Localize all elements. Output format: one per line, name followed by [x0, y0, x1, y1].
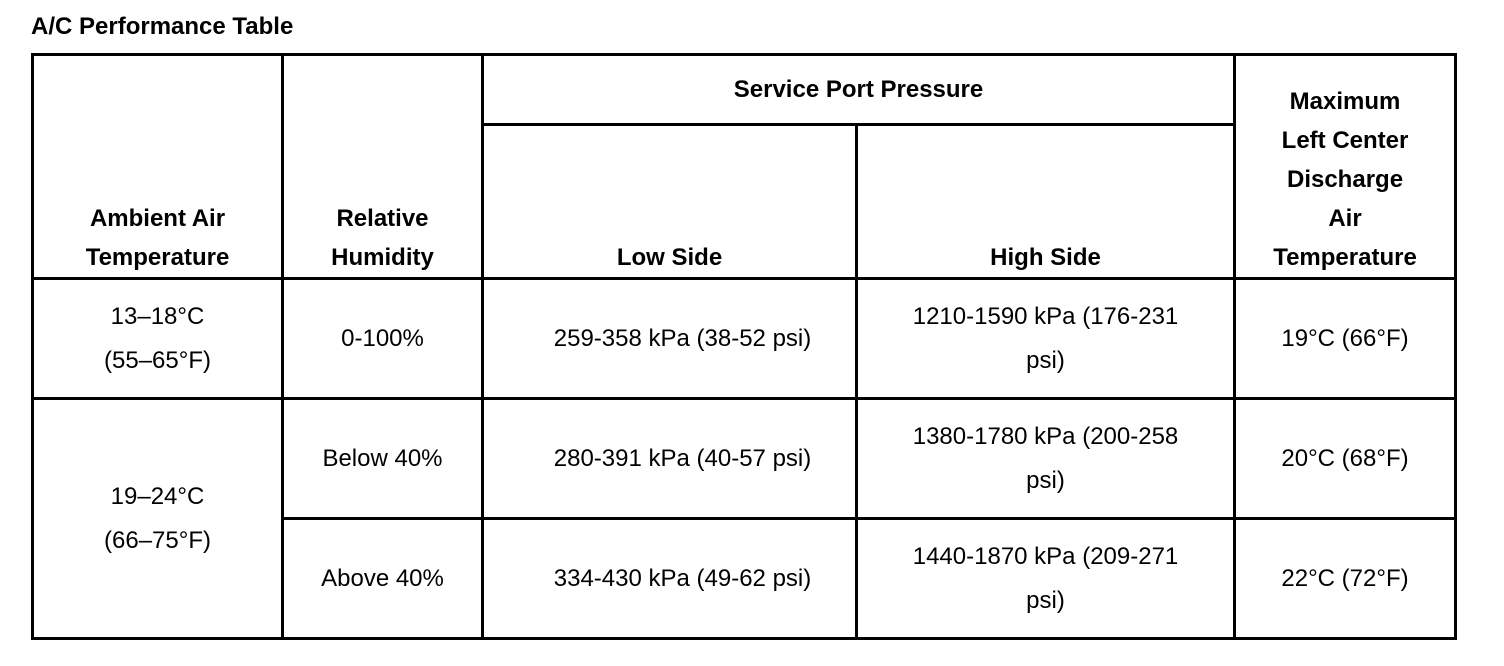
- header-ambient-air-temperature: [33, 55, 283, 279]
- header-max-line-4: Air: [1328, 205, 1362, 232]
- cell-ambient-temperature: [33, 279, 283, 399]
- cell-max-discharge-temperature: 19°C (66°F): [1235, 279, 1456, 399]
- header-row-top: [33, 55, 1456, 125]
- header-ambient-line-1: Ambient Air: [89, 205, 226, 232]
- cell-ambient-celsius: 19–24°C: [110, 482, 205, 510]
- cell-ambient-temperature: [33, 399, 283, 639]
- page-title: A/C Performance Table: [31, 13, 294, 40]
- table-row: [33, 279, 1456, 399]
- cell-high-side-line-2: psi): [1026, 346, 1065, 374]
- header-humidity-line-2: Humidity: [331, 244, 434, 271]
- header-service-port-pressure: Service Port Pressure: [483, 55, 1235, 125]
- cell-high-side-line-1: 1380-1780 kPa (200-258: [912, 422, 1179, 450]
- cell-ambient-celsius: 13–18°C: [110, 302, 205, 330]
- header-max-line-1: Maximum: [1289, 88, 1401, 115]
- cell-high-side-pressure: [857, 279, 1235, 399]
- header-max-discharge-air-temperature: [1235, 55, 1456, 279]
- header-max-line-5: Temperature: [1273, 244, 1417, 271]
- cell-low-side-pressure: 334-430 kPa (49-62 psi): [483, 519, 857, 639]
- cell-ambient-fahrenheit: (55–65°F): [104, 346, 211, 374]
- header-ambient-line-2: Temperature: [85, 244, 230, 271]
- cell-high-side-line-2: psi): [1026, 466, 1065, 494]
- ac-performance-table: [31, 53, 1457, 640]
- header-max-line-3: Discharge: [1286, 166, 1404, 193]
- table-body: [33, 279, 1456, 639]
- cell-relative-humidity: Above 40%: [283, 519, 483, 639]
- cell-max-discharge-temperature: 20°C (68°F): [1235, 399, 1456, 519]
- table-row: [33, 399, 1456, 519]
- header-humidity-line-1: Relative: [336, 205, 429, 232]
- cell-ambient-fahrenheit: (66–75°F): [104, 526, 211, 554]
- header-high-side: High Side: [857, 125, 1235, 279]
- cell-high-side-line-1: 1440-1870 kPa (209-271: [912, 542, 1179, 570]
- cell-high-side-pressure: [857, 399, 1235, 519]
- cell-relative-humidity: 0-100%: [283, 279, 483, 399]
- cell-high-side-pressure: [857, 519, 1235, 639]
- header-low-side: Low Side: [483, 125, 857, 279]
- cell-high-side-line-1: 1210-1590 kPa (176-231: [912, 302, 1179, 330]
- header-relative-humidity: [283, 55, 483, 279]
- cell-high-side-line-2: psi): [1026, 586, 1065, 614]
- cell-relative-humidity: Below 40%: [283, 399, 483, 519]
- cell-low-side-pressure: 280-391 kPa (40-57 psi): [483, 399, 857, 519]
- table-header: [33, 55, 1456, 279]
- cell-max-discharge-temperature: 22°C (72°F): [1235, 519, 1456, 639]
- header-max-line-2: Left Center: [1281, 127, 1409, 154]
- cell-low-side-pressure: 259-358 kPa (38-52 psi): [483, 279, 857, 399]
